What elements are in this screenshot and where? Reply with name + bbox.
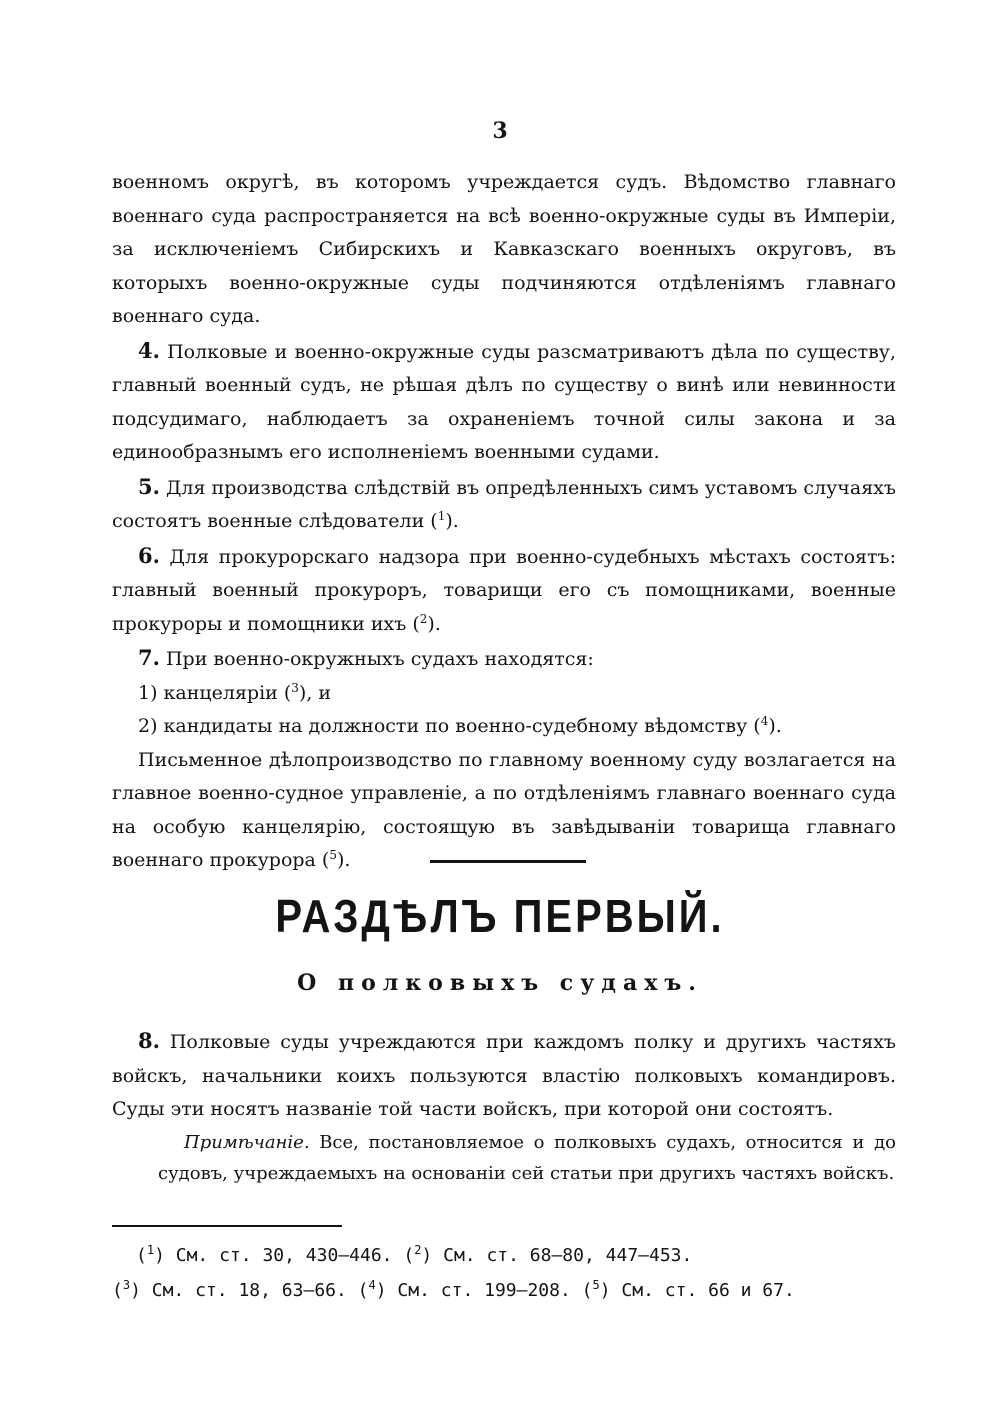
footnote-mark-2: 2: [414, 1243, 422, 1257]
note-text: Все, постановляемое о полковыхъ судахъ, относится и до судовъ, учреждаемыхъ на основаніи сей статьи при другихъ частяхъ войскъ.: [158, 1131, 896, 1184]
article-7-item-1-tail: ), и: [298, 681, 332, 704]
intro-paragraph: [112, 166, 896, 334]
article-7-item-2-tail: ).: [768, 715, 782, 737]
article-7-closing-tail: ).: [336, 849, 351, 871]
footnote-mark-1: 1: [146, 1243, 155, 1257]
footnote-ref-2[interactable]: 2: [419, 611, 428, 626]
footnote-text-3: См. ст. 18, 63—66.: [140, 1280, 358, 1301]
note-label: Примѣчаніе.: [184, 1131, 310, 1153]
article-7-closing-text: Письменное дѣлопроизводство по главному военному суду возлагается на главное военно-судное управленіе, а по отдѣленіямъ главнаго военнаго суда на особую канцелярію, состоящую въ завѣдываніи товарища главнаго военнаго прокурора (: [112, 748, 896, 871]
article-4: [112, 334, 896, 470]
footnote-ref-1[interactable]: 1: [437, 509, 446, 523]
footnote-ref-4[interactable]: 4: [760, 714, 769, 728]
footnote-text-2: См. ст. 68—80, 447—453.: [432, 1245, 693, 1266]
section-subtitle: О полковыхъ судахъ.: [297, 970, 703, 996]
article-6-tail: ).: [427, 612, 441, 635]
article-7-item-1-text: 1) канцеляріи (: [138, 681, 292, 704]
main-text-block: [112, 166, 896, 878]
section-title: РАЗДѢЛЪ ПЕРВЫЙ.: [275, 891, 725, 943]
article-6-text: Для прокурорскаго надзора при военно-судебныхъ мѣстахъ состоятъ: главный военный прокуроръ, товарищи его съ помощниками, военные прокуроры и помощники ихъ (: [112, 545, 896, 635]
article-6: [112, 539, 896, 642]
article-7-closing: [112, 744, 896, 878]
article-8-number: 8.: [138, 1028, 160, 1053]
article-4-text: Полковые и военно-окружные суды разсматриваютъ дѣла по существу, главный военный судъ, не рѣшая дѣлъ по существу о винѣ или невинности подсудимаго, наблюдаетъ за охраненіемъ точной силы закона и за единообразнымъ его исполненіемъ военными судами.: [112, 340, 897, 463]
intro-text: военномъ округѣ, въ которомъ учреждается судъ. Вѣдомство главнаго военнаго суда распространяется на всѣ военно-окружные суды въ Имперіи, за исключеніемъ Сибирскихъ и Кавказскаго военныхъ округовъ, въ которыхъ военно-окружные суды подчиняются отдѣленіямъ главнаго военнаго суда.: [112, 171, 896, 327]
footnote-divider: [112, 1225, 342, 1227]
article-7-item-1: [112, 677, 896, 711]
article-8-text: Полковые суды учреждаются при каждомъ полку и другихъ частяхъ войскъ, начальники коихъ пользуются властію полковыхъ командировъ. Суды эти носятъ названіе той части войскъ, при которой они состоятъ.: [112, 1031, 896, 1120]
article-8: [112, 1024, 896, 1127]
footnote-text-5: См. ст. 66 и 67.: [610, 1280, 795, 1301]
section-text-block: [112, 1024, 896, 1189]
footnote-line-2: ($^3$) См. ст. 18, 63—66. ($^4$) См. ст. 199—208. ($^5$) См. ст. 66 и 67.: [112, 1278, 795, 1301]
article-7-item-2: [112, 710, 896, 744]
article-7-text: При военно-окружныхъ судахъ находятся:: [165, 648, 594, 670]
section-divider: [430, 860, 586, 863]
article-5: [112, 470, 896, 539]
footnote-line-1: ($^1$) См. ст. 30, 430—446. ($^2$) См. ст. 68—80, 447—453.: [136, 1243, 693, 1266]
footnotes: [112, 1238, 896, 1308]
footnote-ref-5[interactable]: 5: [329, 848, 337, 862]
article-5-tail: ).: [445, 510, 459, 532]
article-4-number: 4.: [138, 337, 160, 363]
note-paragraph: [112, 1127, 896, 1189]
article-5-text: Для производства слѣдствій въ опредѣленныхъ симъ уставомъ случаяхъ состоятъ военные слѣдователи (: [112, 476, 896, 532]
footnote-mark-5: 5: [592, 1278, 600, 1292]
footnote-text-4: См. ст. 199—208.: [386, 1280, 582, 1301]
article-7: [112, 641, 896, 677]
footnote-mark-3: 3: [122, 1278, 131, 1292]
article-7-item-2-text: 2) кандидаты на должности по военно-судебному вѣдомству (: [138, 715, 761, 737]
footnote-mark-4: 4: [368, 1278, 376, 1292]
article-5-number: 5.: [138, 473, 160, 499]
footnote-ref-3[interactable]: 3: [291, 680, 299, 695]
article-7-number: 7.: [138, 645, 160, 670]
page-number: 3: [492, 118, 508, 144]
footnote-text-1: См. ст. 30, 430—446.: [164, 1245, 404, 1266]
article-6-number: 6.: [138, 542, 160, 568]
